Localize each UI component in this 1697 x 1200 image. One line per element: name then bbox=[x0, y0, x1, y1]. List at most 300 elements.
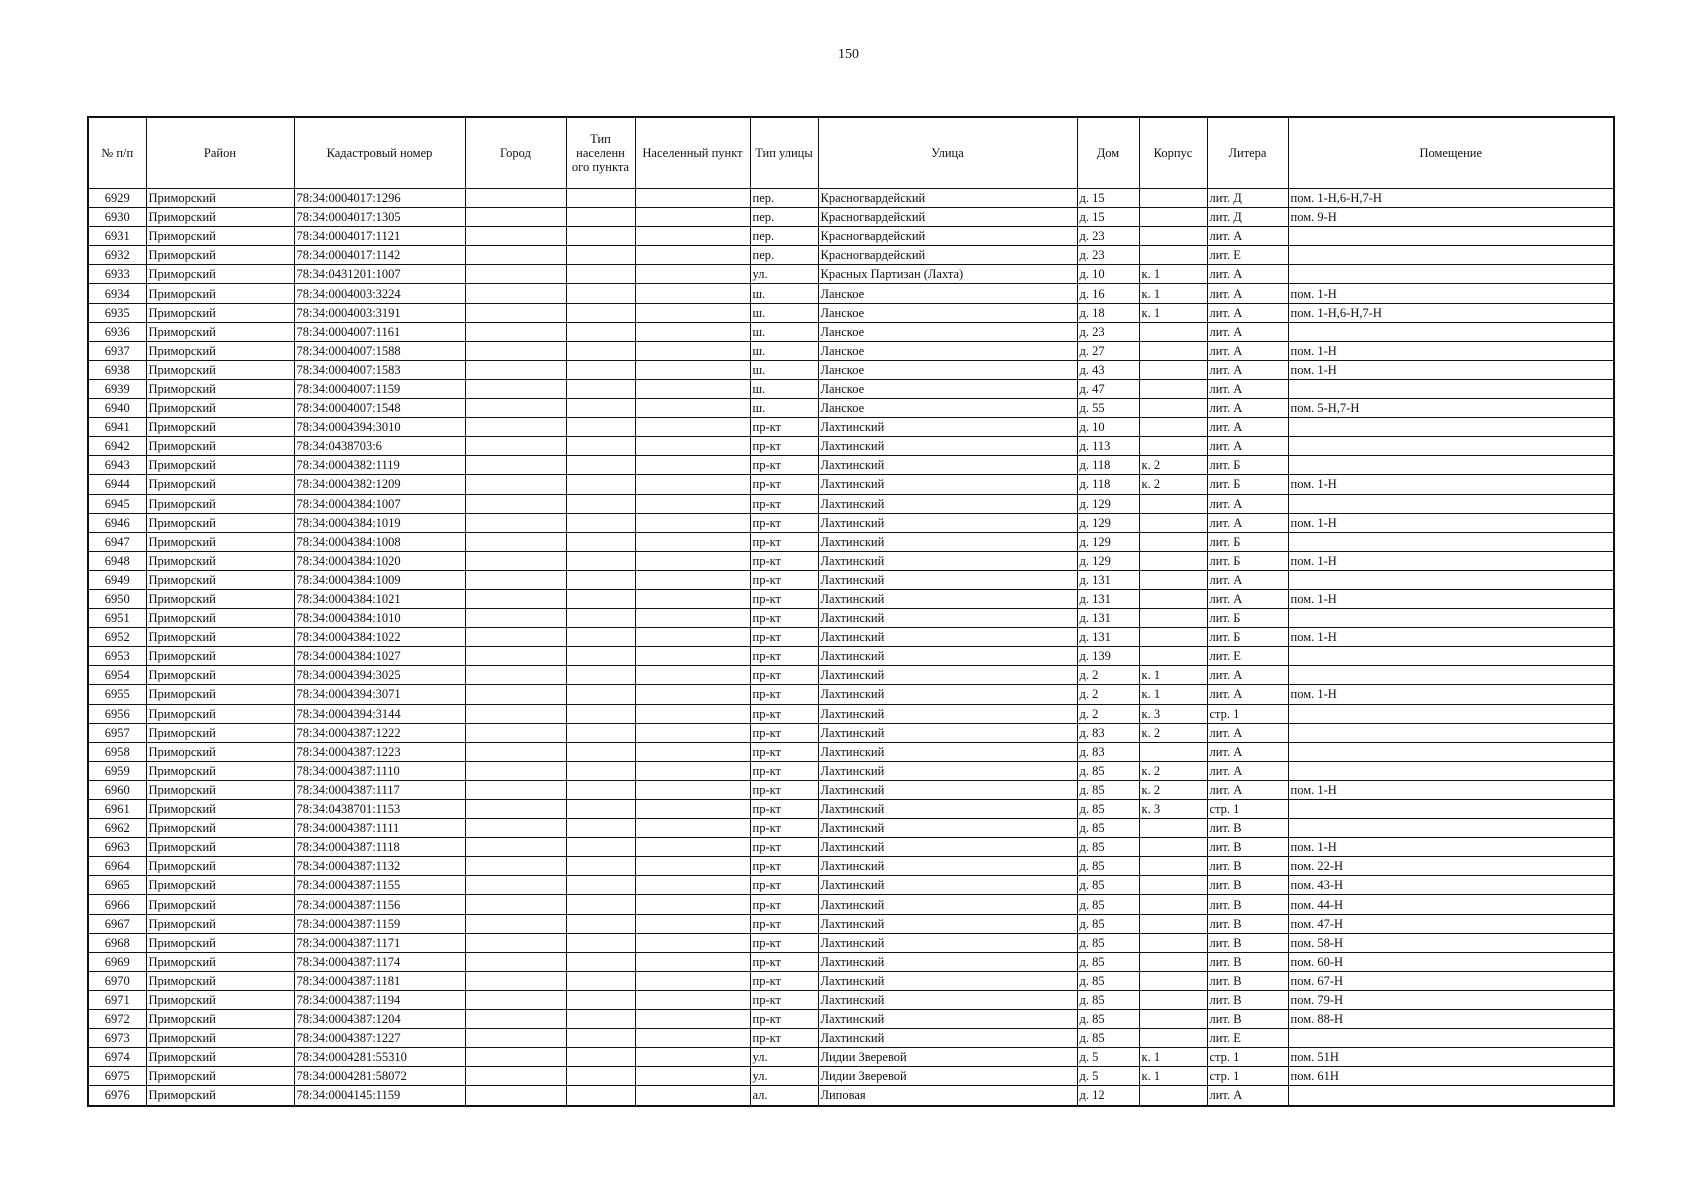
cell-letter: стр. 1 bbox=[1207, 800, 1288, 819]
cell-street: Лахтинский bbox=[818, 609, 1077, 628]
cell-building bbox=[1139, 876, 1207, 895]
cell-district: Приморский bbox=[146, 819, 294, 838]
header-col-district: Район bbox=[146, 117, 294, 189]
cell-district: Приморский bbox=[146, 437, 294, 456]
cell-locality-type bbox=[566, 589, 635, 608]
table-row bbox=[88, 379, 1614, 398]
cell-district: Приморский bbox=[146, 418, 294, 437]
cell-house: д. 131 bbox=[1077, 609, 1139, 628]
cell-street-type: пр-кт bbox=[750, 990, 818, 1009]
cell-number: 6943 bbox=[88, 456, 146, 475]
cell-locality-type bbox=[566, 895, 635, 914]
cell-city bbox=[465, 589, 566, 608]
cell-premises: пом. 1-Н bbox=[1288, 513, 1614, 532]
cell-locality-type bbox=[566, 341, 635, 360]
cell-building bbox=[1139, 647, 1207, 666]
cell-number: 6976 bbox=[88, 1086, 146, 1106]
cell-cadastral-number: 78:34:0004387:1181 bbox=[294, 971, 465, 990]
cell-locality bbox=[635, 704, 750, 723]
cell-street-type: пр-кт bbox=[750, 666, 818, 685]
cell-number: 6953 bbox=[88, 647, 146, 666]
cell-street-type: пр-кт bbox=[750, 780, 818, 799]
cell-number: 6970 bbox=[88, 971, 146, 990]
cell-city bbox=[465, 265, 566, 284]
cell-house: д. 47 bbox=[1077, 379, 1139, 398]
cell-letter: стр. 1 bbox=[1207, 1048, 1288, 1067]
cell-letter: лит. А bbox=[1207, 437, 1288, 456]
cell-street: Лахтинский bbox=[818, 742, 1077, 761]
cell-street: Лахтинский bbox=[818, 475, 1077, 494]
cell-premises: пом. 22-Н bbox=[1288, 857, 1614, 876]
cell-premises bbox=[1288, 704, 1614, 723]
cell-street-type: пер. bbox=[750, 208, 818, 227]
cell-street: Лахтинский bbox=[818, 895, 1077, 914]
cell-locality bbox=[635, 570, 750, 589]
cell-number: 6964 bbox=[88, 857, 146, 876]
cell-locality bbox=[635, 208, 750, 227]
cell-district: Приморский bbox=[146, 322, 294, 341]
cell-letter: лит. Д bbox=[1207, 208, 1288, 227]
cell-letter: лит. А bbox=[1207, 284, 1288, 303]
cell-city bbox=[465, 609, 566, 628]
cell-house: д. 10 bbox=[1077, 265, 1139, 284]
cell-street: Лахтинский bbox=[818, 647, 1077, 666]
cell-locality-type bbox=[566, 742, 635, 761]
cell-premises: пом. 1-Н,6-Н,7-Н bbox=[1288, 189, 1614, 208]
cell-street: Красногвардейский bbox=[818, 227, 1077, 246]
cell-street: Лахтинский bbox=[818, 838, 1077, 857]
cell-house: д. 15 bbox=[1077, 189, 1139, 208]
table-body bbox=[88, 189, 1614, 1106]
cell-city bbox=[465, 513, 566, 532]
cell-street-type: ш. bbox=[750, 360, 818, 379]
cell-cadastral-number: 78:34:0004384:1021 bbox=[294, 589, 465, 608]
cell-house: д. 85 bbox=[1077, 819, 1139, 838]
cell-building: к. 1 bbox=[1139, 284, 1207, 303]
cell-locality-type bbox=[566, 971, 635, 990]
cell-building: к. 2 bbox=[1139, 723, 1207, 742]
cell-number: 6930 bbox=[88, 208, 146, 227]
cell-premises: пом. 1-Н bbox=[1288, 780, 1614, 799]
cell-locality-type bbox=[566, 227, 635, 246]
cell-house: д. 85 bbox=[1077, 952, 1139, 971]
table-row bbox=[88, 589, 1614, 608]
cell-street: Ланское bbox=[818, 341, 1077, 360]
cell-building: к. 2 bbox=[1139, 456, 1207, 475]
table-row bbox=[88, 208, 1614, 227]
cell-premises: пом. 58-Н bbox=[1288, 933, 1614, 952]
table-row bbox=[88, 399, 1614, 418]
cell-street: Липовая bbox=[818, 1086, 1077, 1106]
cell-locality bbox=[635, 780, 750, 799]
header-col-building: Корпус bbox=[1139, 117, 1207, 189]
cell-street: Лахтинский bbox=[818, 1029, 1077, 1048]
cell-premises: пом. 44-Н bbox=[1288, 895, 1614, 914]
cell-city bbox=[465, 742, 566, 761]
cell-city bbox=[465, 971, 566, 990]
table-header bbox=[88, 117, 1614, 189]
cell-house: д. 43 bbox=[1077, 360, 1139, 379]
cell-number: 6934 bbox=[88, 284, 146, 303]
cell-locality bbox=[635, 1086, 750, 1106]
cell-street: Ланское bbox=[818, 303, 1077, 322]
cell-cadastral-number: 78:34:0004387:1194 bbox=[294, 990, 465, 1009]
cell-house: д. 12 bbox=[1077, 1086, 1139, 1106]
cell-district: Приморский bbox=[146, 1010, 294, 1029]
cell-street: Лахтинский bbox=[818, 418, 1077, 437]
cell-house: д. 113 bbox=[1077, 437, 1139, 456]
cell-premises: пом. 1-Н bbox=[1288, 341, 1614, 360]
cell-locality bbox=[635, 1048, 750, 1067]
cell-house: д. 131 bbox=[1077, 570, 1139, 589]
cell-city bbox=[465, 303, 566, 322]
cell-street-type: ш. bbox=[750, 322, 818, 341]
cell-house: д. 55 bbox=[1077, 399, 1139, 418]
cell-premises bbox=[1288, 494, 1614, 513]
cell-premises: пом. 60-Н bbox=[1288, 952, 1614, 971]
cell-district: Приморский bbox=[146, 513, 294, 532]
header-col-cadastral-number: Кадастровый номер bbox=[294, 117, 465, 189]
cell-city bbox=[465, 475, 566, 494]
cell-cadastral-number: 78:34:0004387:1156 bbox=[294, 895, 465, 914]
cell-house: д. 129 bbox=[1077, 551, 1139, 570]
cell-number: 6940 bbox=[88, 399, 146, 418]
cell-house: д. 85 bbox=[1077, 914, 1139, 933]
cell-number: 6960 bbox=[88, 780, 146, 799]
cell-premises bbox=[1288, 570, 1614, 589]
cell-number: 6951 bbox=[88, 609, 146, 628]
cell-building bbox=[1139, 819, 1207, 838]
cell-locality bbox=[635, 284, 750, 303]
cell-locality-type bbox=[566, 303, 635, 322]
cell-district: Приморский bbox=[146, 914, 294, 933]
table-row bbox=[88, 341, 1614, 360]
cell-cadastral-number: 78:34:0004387:1111 bbox=[294, 819, 465, 838]
cell-premises bbox=[1288, 532, 1614, 551]
cell-cadastral-number: 78:34:0004384:1020 bbox=[294, 551, 465, 570]
cell-premises: пом. 88-Н bbox=[1288, 1010, 1614, 1029]
cell-city bbox=[465, 570, 566, 589]
cell-street: Лидии Зверевой bbox=[818, 1048, 1077, 1067]
cell-number: 6939 bbox=[88, 379, 146, 398]
cell-city bbox=[465, 532, 566, 551]
cell-locality-type bbox=[566, 666, 635, 685]
cell-locality-type bbox=[566, 322, 635, 341]
table-row bbox=[88, 723, 1614, 742]
table-row bbox=[88, 570, 1614, 589]
table-row bbox=[88, 704, 1614, 723]
cell-cadastral-number: 78:34:0004394:3010 bbox=[294, 418, 465, 437]
cell-house: д. 23 bbox=[1077, 322, 1139, 341]
cell-building bbox=[1139, 437, 1207, 456]
cell-number: 6972 bbox=[88, 1010, 146, 1029]
cell-cadastral-number: 78:34:0004017:1121 bbox=[294, 227, 465, 246]
cell-premises bbox=[1288, 1086, 1614, 1106]
cell-street-type: пр-кт bbox=[750, 895, 818, 914]
cell-building bbox=[1139, 418, 1207, 437]
cell-building: к. 3 bbox=[1139, 800, 1207, 819]
cell-district: Приморский bbox=[146, 399, 294, 418]
cell-letter: лит. А bbox=[1207, 570, 1288, 589]
cell-district: Приморский bbox=[146, 742, 294, 761]
cell-letter: лит. А bbox=[1207, 322, 1288, 341]
cell-district: Приморский bbox=[146, 628, 294, 647]
cell-street-type: пр-кт bbox=[750, 704, 818, 723]
cell-number: 6961 bbox=[88, 800, 146, 819]
cell-letter: лит. Е bbox=[1207, 1029, 1288, 1048]
cell-street: Ланское bbox=[818, 284, 1077, 303]
cell-letter: лит. А bbox=[1207, 666, 1288, 685]
table-row bbox=[88, 876, 1614, 895]
cell-street-type: ш. bbox=[750, 284, 818, 303]
table-row bbox=[88, 284, 1614, 303]
cell-number: 6973 bbox=[88, 1029, 146, 1048]
cell-locality-type bbox=[566, 494, 635, 513]
cell-house: д. 10 bbox=[1077, 418, 1139, 437]
cell-locality-type bbox=[566, 456, 635, 475]
cell-street-type: пр-кт bbox=[750, 933, 818, 952]
cell-cadastral-number: 78:34:0004384:1008 bbox=[294, 532, 465, 551]
cell-street: Лахтинский bbox=[818, 570, 1077, 589]
cell-district: Приморский bbox=[146, 857, 294, 876]
cell-building bbox=[1139, 857, 1207, 876]
table-row bbox=[88, 819, 1614, 838]
cell-city bbox=[465, 246, 566, 265]
cell-house: д. 18 bbox=[1077, 303, 1139, 322]
cell-premises bbox=[1288, 246, 1614, 265]
cell-district: Приморский bbox=[146, 723, 294, 742]
cell-cadastral-number: 78:34:0004387:1222 bbox=[294, 723, 465, 742]
cell-locality-type bbox=[566, 437, 635, 456]
cell-number: 6969 bbox=[88, 952, 146, 971]
cell-letter: лит. В bbox=[1207, 838, 1288, 857]
cell-city bbox=[465, 399, 566, 418]
cell-cadastral-number: 78:34:0004394:3025 bbox=[294, 666, 465, 685]
cell-letter: лит. А bbox=[1207, 379, 1288, 398]
cell-number: 6937 bbox=[88, 341, 146, 360]
cell-letter: лит. В bbox=[1207, 1010, 1288, 1029]
page-number: 150 bbox=[838, 47, 859, 62]
cell-street: Лахтинский bbox=[818, 990, 1077, 1009]
cell-building bbox=[1139, 1086, 1207, 1106]
cell-letter: лит. А bbox=[1207, 227, 1288, 246]
cell-street-type: ш. bbox=[750, 303, 818, 322]
cell-letter: лит. А bbox=[1207, 265, 1288, 284]
cell-locality bbox=[635, 876, 750, 895]
cell-city bbox=[465, 723, 566, 742]
cell-city bbox=[465, 952, 566, 971]
cell-house: д. 5 bbox=[1077, 1048, 1139, 1067]
cell-premises bbox=[1288, 800, 1614, 819]
cell-city bbox=[465, 189, 566, 208]
cell-street-type: пр-кт bbox=[750, 647, 818, 666]
table-row bbox=[88, 246, 1614, 265]
cell-cadastral-number: 78:34:0004384:1019 bbox=[294, 513, 465, 532]
cell-house: д. 85 bbox=[1077, 1010, 1139, 1029]
cell-locality-type bbox=[566, 876, 635, 895]
cell-district: Приморский bbox=[146, 647, 294, 666]
cell-district: Приморский bbox=[146, 284, 294, 303]
cell-letter: лит. А bbox=[1207, 761, 1288, 780]
cell-district: Приморский bbox=[146, 265, 294, 284]
table-row bbox=[88, 532, 1614, 551]
cell-street-type: пр-кт bbox=[750, 819, 818, 838]
cell-locality bbox=[635, 761, 750, 780]
cell-cadastral-number: 78:34:0004384:1010 bbox=[294, 609, 465, 628]
cell-locality-type bbox=[566, 780, 635, 799]
cell-building: к. 1 bbox=[1139, 1067, 1207, 1086]
cell-street-type: пр-кт bbox=[750, 570, 818, 589]
cell-street-type: пер. bbox=[750, 189, 818, 208]
cell-building: к. 2 bbox=[1139, 761, 1207, 780]
cell-building: к. 1 bbox=[1139, 685, 1207, 704]
cell-district: Приморский bbox=[146, 1067, 294, 1086]
cell-letter: стр. 1 bbox=[1207, 704, 1288, 723]
cell-house: д. 139 bbox=[1077, 647, 1139, 666]
cell-street: Лахтинский bbox=[818, 780, 1077, 799]
cell-number: 6971 bbox=[88, 990, 146, 1009]
cell-building bbox=[1139, 971, 1207, 990]
cell-street-type: пр-кт bbox=[750, 1029, 818, 1048]
cell-locality bbox=[635, 800, 750, 819]
cell-house: д. 2 bbox=[1077, 685, 1139, 704]
cell-city bbox=[465, 876, 566, 895]
cell-building bbox=[1139, 399, 1207, 418]
cell-street: Ланское bbox=[818, 379, 1077, 398]
cell-premises bbox=[1288, 322, 1614, 341]
cell-number: 6945 bbox=[88, 494, 146, 513]
table-row bbox=[88, 800, 1614, 819]
cell-street-type: пр-кт bbox=[750, 475, 818, 494]
table-row bbox=[88, 437, 1614, 456]
cell-house: д. 5 bbox=[1077, 1067, 1139, 1086]
cell-house: д. 85 bbox=[1077, 780, 1139, 799]
cell-letter: лит. Б bbox=[1207, 456, 1288, 475]
cell-city bbox=[465, 1029, 566, 1048]
cell-street-type: пр-кт bbox=[750, 437, 818, 456]
cell-locality-type bbox=[566, 857, 635, 876]
cell-city bbox=[465, 341, 566, 360]
cell-district: Приморский bbox=[146, 1048, 294, 1067]
cell-city bbox=[465, 857, 566, 876]
cell-premises: пом. 67-Н bbox=[1288, 971, 1614, 990]
cell-letter: лит. Б bbox=[1207, 475, 1288, 494]
cell-locality bbox=[635, 246, 750, 265]
cell-number: 6948 bbox=[88, 551, 146, 570]
cell-building: к. 1 bbox=[1139, 666, 1207, 685]
cell-building bbox=[1139, 227, 1207, 246]
cell-city bbox=[465, 551, 566, 570]
cell-locality bbox=[635, 532, 750, 551]
cell-letter: лит. А bbox=[1207, 1086, 1288, 1106]
cell-street-type: пр-кт bbox=[750, 800, 818, 819]
cell-premises: пом. 47-Н bbox=[1288, 914, 1614, 933]
table-row bbox=[88, 780, 1614, 799]
cell-city bbox=[465, 1067, 566, 1086]
cell-number: 6966 bbox=[88, 895, 146, 914]
cell-number: 6949 bbox=[88, 570, 146, 589]
cell-letter: лит. А bbox=[1207, 589, 1288, 608]
cell-building bbox=[1139, 1010, 1207, 1029]
cell-street-type: пр-кт bbox=[750, 1010, 818, 1029]
cell-locality-type bbox=[566, 513, 635, 532]
table-row bbox=[88, 628, 1614, 647]
table-row bbox=[88, 666, 1614, 685]
header-col-premises: Помещение bbox=[1288, 117, 1614, 189]
cell-premises bbox=[1288, 1029, 1614, 1048]
cell-building: к. 2 bbox=[1139, 780, 1207, 799]
cell-letter: лит. Е bbox=[1207, 246, 1288, 265]
table-row bbox=[88, 838, 1614, 857]
cell-locality-type bbox=[566, 284, 635, 303]
cell-street: Лахтинский bbox=[818, 857, 1077, 876]
cell-district: Приморский bbox=[146, 570, 294, 589]
cell-district: Приморский bbox=[146, 456, 294, 475]
cell-house: д. 129 bbox=[1077, 532, 1139, 551]
cell-letter: лит. В bbox=[1207, 819, 1288, 838]
cell-letter: лит. А bbox=[1207, 360, 1288, 379]
cell-premises: пом. 1-Н bbox=[1288, 589, 1614, 608]
cell-number: 6942 bbox=[88, 437, 146, 456]
cell-city bbox=[465, 360, 566, 379]
cell-locality-type bbox=[566, 379, 635, 398]
cell-city bbox=[465, 456, 566, 475]
cell-locality bbox=[635, 322, 750, 341]
cell-premises: пом. 43-Н bbox=[1288, 876, 1614, 895]
cell-number: 6936 bbox=[88, 322, 146, 341]
table-row bbox=[88, 857, 1614, 876]
table-row bbox=[88, 189, 1614, 208]
cell-street: Ланское bbox=[818, 322, 1077, 341]
cell-cadastral-number: 78:34:0004387:1117 bbox=[294, 780, 465, 799]
cell-street: Красногвардейский bbox=[818, 189, 1077, 208]
cell-house: д. 2 bbox=[1077, 666, 1139, 685]
cell-street-type: пер. bbox=[750, 227, 818, 246]
cell-street: Лахтинский bbox=[818, 494, 1077, 513]
cell-building bbox=[1139, 360, 1207, 379]
table-row bbox=[88, 322, 1614, 341]
cell-number: 6962 bbox=[88, 819, 146, 838]
cell-street-type: ал. bbox=[750, 1086, 818, 1106]
cell-house: д. 85 bbox=[1077, 990, 1139, 1009]
cell-street: Красных Партизан (Лахта) bbox=[818, 265, 1077, 284]
cell-district: Приморский bbox=[146, 227, 294, 246]
cell-locality bbox=[635, 819, 750, 838]
cell-street: Красногвардейский bbox=[818, 246, 1077, 265]
cell-locality bbox=[635, 933, 750, 952]
cell-cadastral-number: 78:34:0004384:1022 bbox=[294, 628, 465, 647]
cell-street: Лахтинский bbox=[818, 933, 1077, 952]
table-row bbox=[88, 933, 1614, 952]
table-row bbox=[88, 609, 1614, 628]
cell-street: Ланское bbox=[818, 399, 1077, 418]
cell-street: Лахтинский bbox=[818, 513, 1077, 532]
cell-street-type: пр-кт bbox=[750, 418, 818, 437]
cell-letter: лит. Б bbox=[1207, 532, 1288, 551]
cell-city bbox=[465, 647, 566, 666]
cell-premises: пом. 5-Н,7-Н bbox=[1288, 399, 1614, 418]
cell-locality-type bbox=[566, 990, 635, 1009]
cell-cadastral-number: 78:34:0004384:1027 bbox=[294, 647, 465, 666]
cell-street: Лидии Зверевой bbox=[818, 1067, 1077, 1086]
header-col-locality-type: Тип населенн ого пункта bbox=[566, 117, 635, 189]
cell-street: Ланское bbox=[818, 360, 1077, 379]
cell-city bbox=[465, 494, 566, 513]
cell-locality bbox=[635, 189, 750, 208]
registry-table bbox=[87, 116, 1615, 1107]
cell-locality bbox=[635, 341, 750, 360]
cell-cadastral-number: 78:34:0004387:1171 bbox=[294, 933, 465, 952]
